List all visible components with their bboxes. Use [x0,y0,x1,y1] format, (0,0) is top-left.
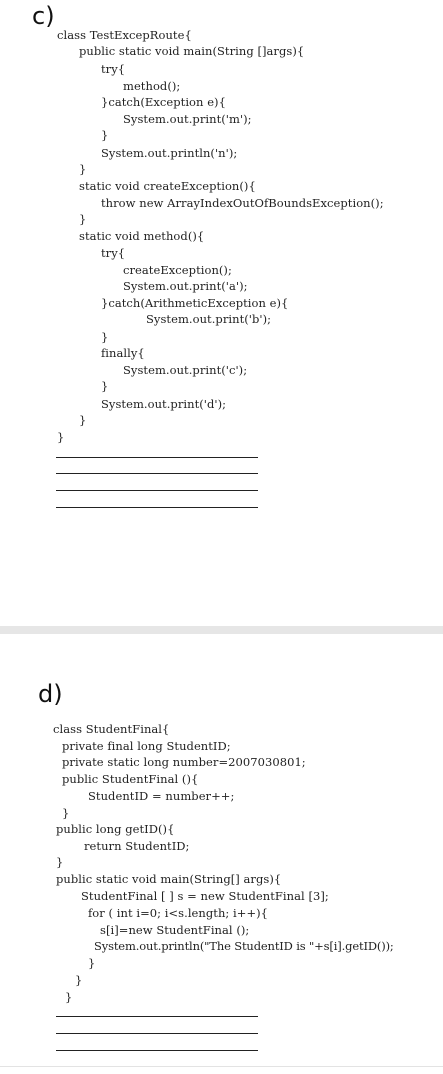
code-line: class TestExcepRoute{ [57,28,192,42]
code-line: public static void main(String []args){ [79,44,305,58]
code-line: private static long number=2007030801; [62,755,306,769]
code-line: try{ [101,246,126,260]
code-line: System.out.print('b'); [146,312,272,326]
answer-blank [56,490,258,491]
question-c-label: c) [32,2,55,30]
answer-blank [56,1050,258,1051]
code-line: class StudentFinal{ [53,722,170,736]
answer-blank [56,457,258,458]
code-line: StudentFinal [ ] s = new StudentFinal [3]; [81,889,329,903]
code-line: static void createException(){ [79,179,256,193]
code-line: System.out.print('c'); [123,363,248,377]
question-d-label: d) [38,680,63,708]
code-line: return StudentID; [84,839,190,853]
code-line: } [62,806,70,820]
code-line: } [79,413,87,427]
answer-blank [56,1033,258,1034]
code-line: } [101,330,109,344]
code-line: static void method(){ [79,229,205,243]
code-line: private final long StudentID; [62,739,231,753]
code-line: try{ [101,62,126,76]
code-line: } [79,212,87,226]
code-line: public StudentFinal (){ [62,772,199,786]
code-line: finally{ [101,346,145,360]
section-divider [0,626,443,634]
code-line: public long getID(){ [56,822,175,836]
code-line: public static void main(String[] args){ [56,872,282,886]
code-line: System.out.println('n'); [101,146,238,160]
question-d-section [0,634,443,1074]
code-line: } [101,379,109,393]
code-line: } [65,990,73,1004]
code-line: } [57,430,65,444]
code-line: } [75,973,83,987]
code-line: } [56,855,64,869]
answer-blank [56,1016,258,1017]
code-line: throw new ArrayIndexOutOfBoundsException(); [101,196,384,210]
code-line: System.out.print('m'); [123,112,252,126]
code-line: } [101,128,109,142]
code-line: StudentID = number++; [88,789,235,803]
answer-blank [56,473,258,474]
bottom-divider [0,1066,443,1067]
code-line: } [79,162,87,176]
code-line: }catch(Exception e){ [101,95,226,109]
code-line: for ( int i=0; i<s.length; i++){ [88,906,269,920]
code-line: }catch(ArithmeticException e){ [101,296,289,310]
code-line: s[i]=new StudentFinal (); [100,923,250,937]
code-line: } [88,956,96,970]
code-line: method(); [123,79,181,93]
code-line: System.out.print('a'); [123,279,248,293]
code-line: createException(); [123,263,232,277]
answer-blank [56,507,258,508]
code-line: System.out.print('d'); [101,397,227,411]
code-line: System.out.println("The StudentID is "+s[i].getID()); [94,939,394,953]
